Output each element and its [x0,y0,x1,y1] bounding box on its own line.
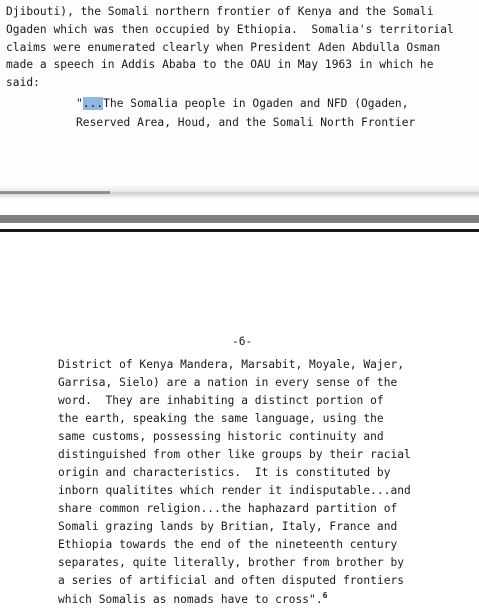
text-line: inborn qualitites which render it indisputable...and [58,484,411,497]
last-line-text: which Somalis as nomads have to cross". [58,593,323,606]
text-line: separates, quite literally, brother from brother by [58,556,405,569]
text-line: Somali grazing lands by Britian, Italy, France and [58,520,398,533]
footnote-marker[interactable]: 6 [322,591,328,600]
text-line: made a speech in Addis Ababa to the OAU in May 1963 in which he [6,58,434,71]
scan-smudge-mark [0,191,110,194]
quote-text: The Somalia people in Ogaden and NFD (Ogaden, [103,97,409,110]
text-line: word. They are inhabiting a distinct portion of [58,394,384,407]
page-divider-band [0,215,479,223]
text-line: said: [6,76,40,89]
text-line: share common religion...the haphazard partition of [58,502,398,515]
text-line: Garrisa, Sielo) are a nation in every sense of the [58,376,398,389]
text-line: Ogaden which was then occupied by Ethiopia. Somalia's territorial [6,23,454,36]
text-line: the earth, speaking the same language, using the [58,412,384,425]
text-line: Ethiopia towards the end of the nineteenth century [58,538,398,551]
page-divider-line [0,229,479,232]
text-line: claims were enumerated clearly when President Aden Abdulla Osman [6,41,441,54]
text-line: District of Kenya Mandera, Marsabit, Moyale, Wajer, [58,358,405,371]
text-line: a series of artificial and often disputed frontiers [58,574,405,587]
quote-line: Reserved Area, Houd, and the Somali North Frontier [76,116,416,129]
text-line: origin and characteristics. It is constituted by [58,466,391,479]
text-line: same customs, possessing historic continuity and [58,430,384,443]
text-selection-highlight[interactable]: ... [82,97,104,110]
quote-open-mark: " [76,97,83,110]
text-line: distinguished from other like groups by their racial [58,448,411,461]
page-number: -6- [232,335,253,348]
text-line: Djibouti), the Somali northern frontier of Kenya and the Somali [6,5,434,18]
text-line-last [58,588,328,608]
quote-line [76,96,409,112]
document-page-top [0,0,479,203]
